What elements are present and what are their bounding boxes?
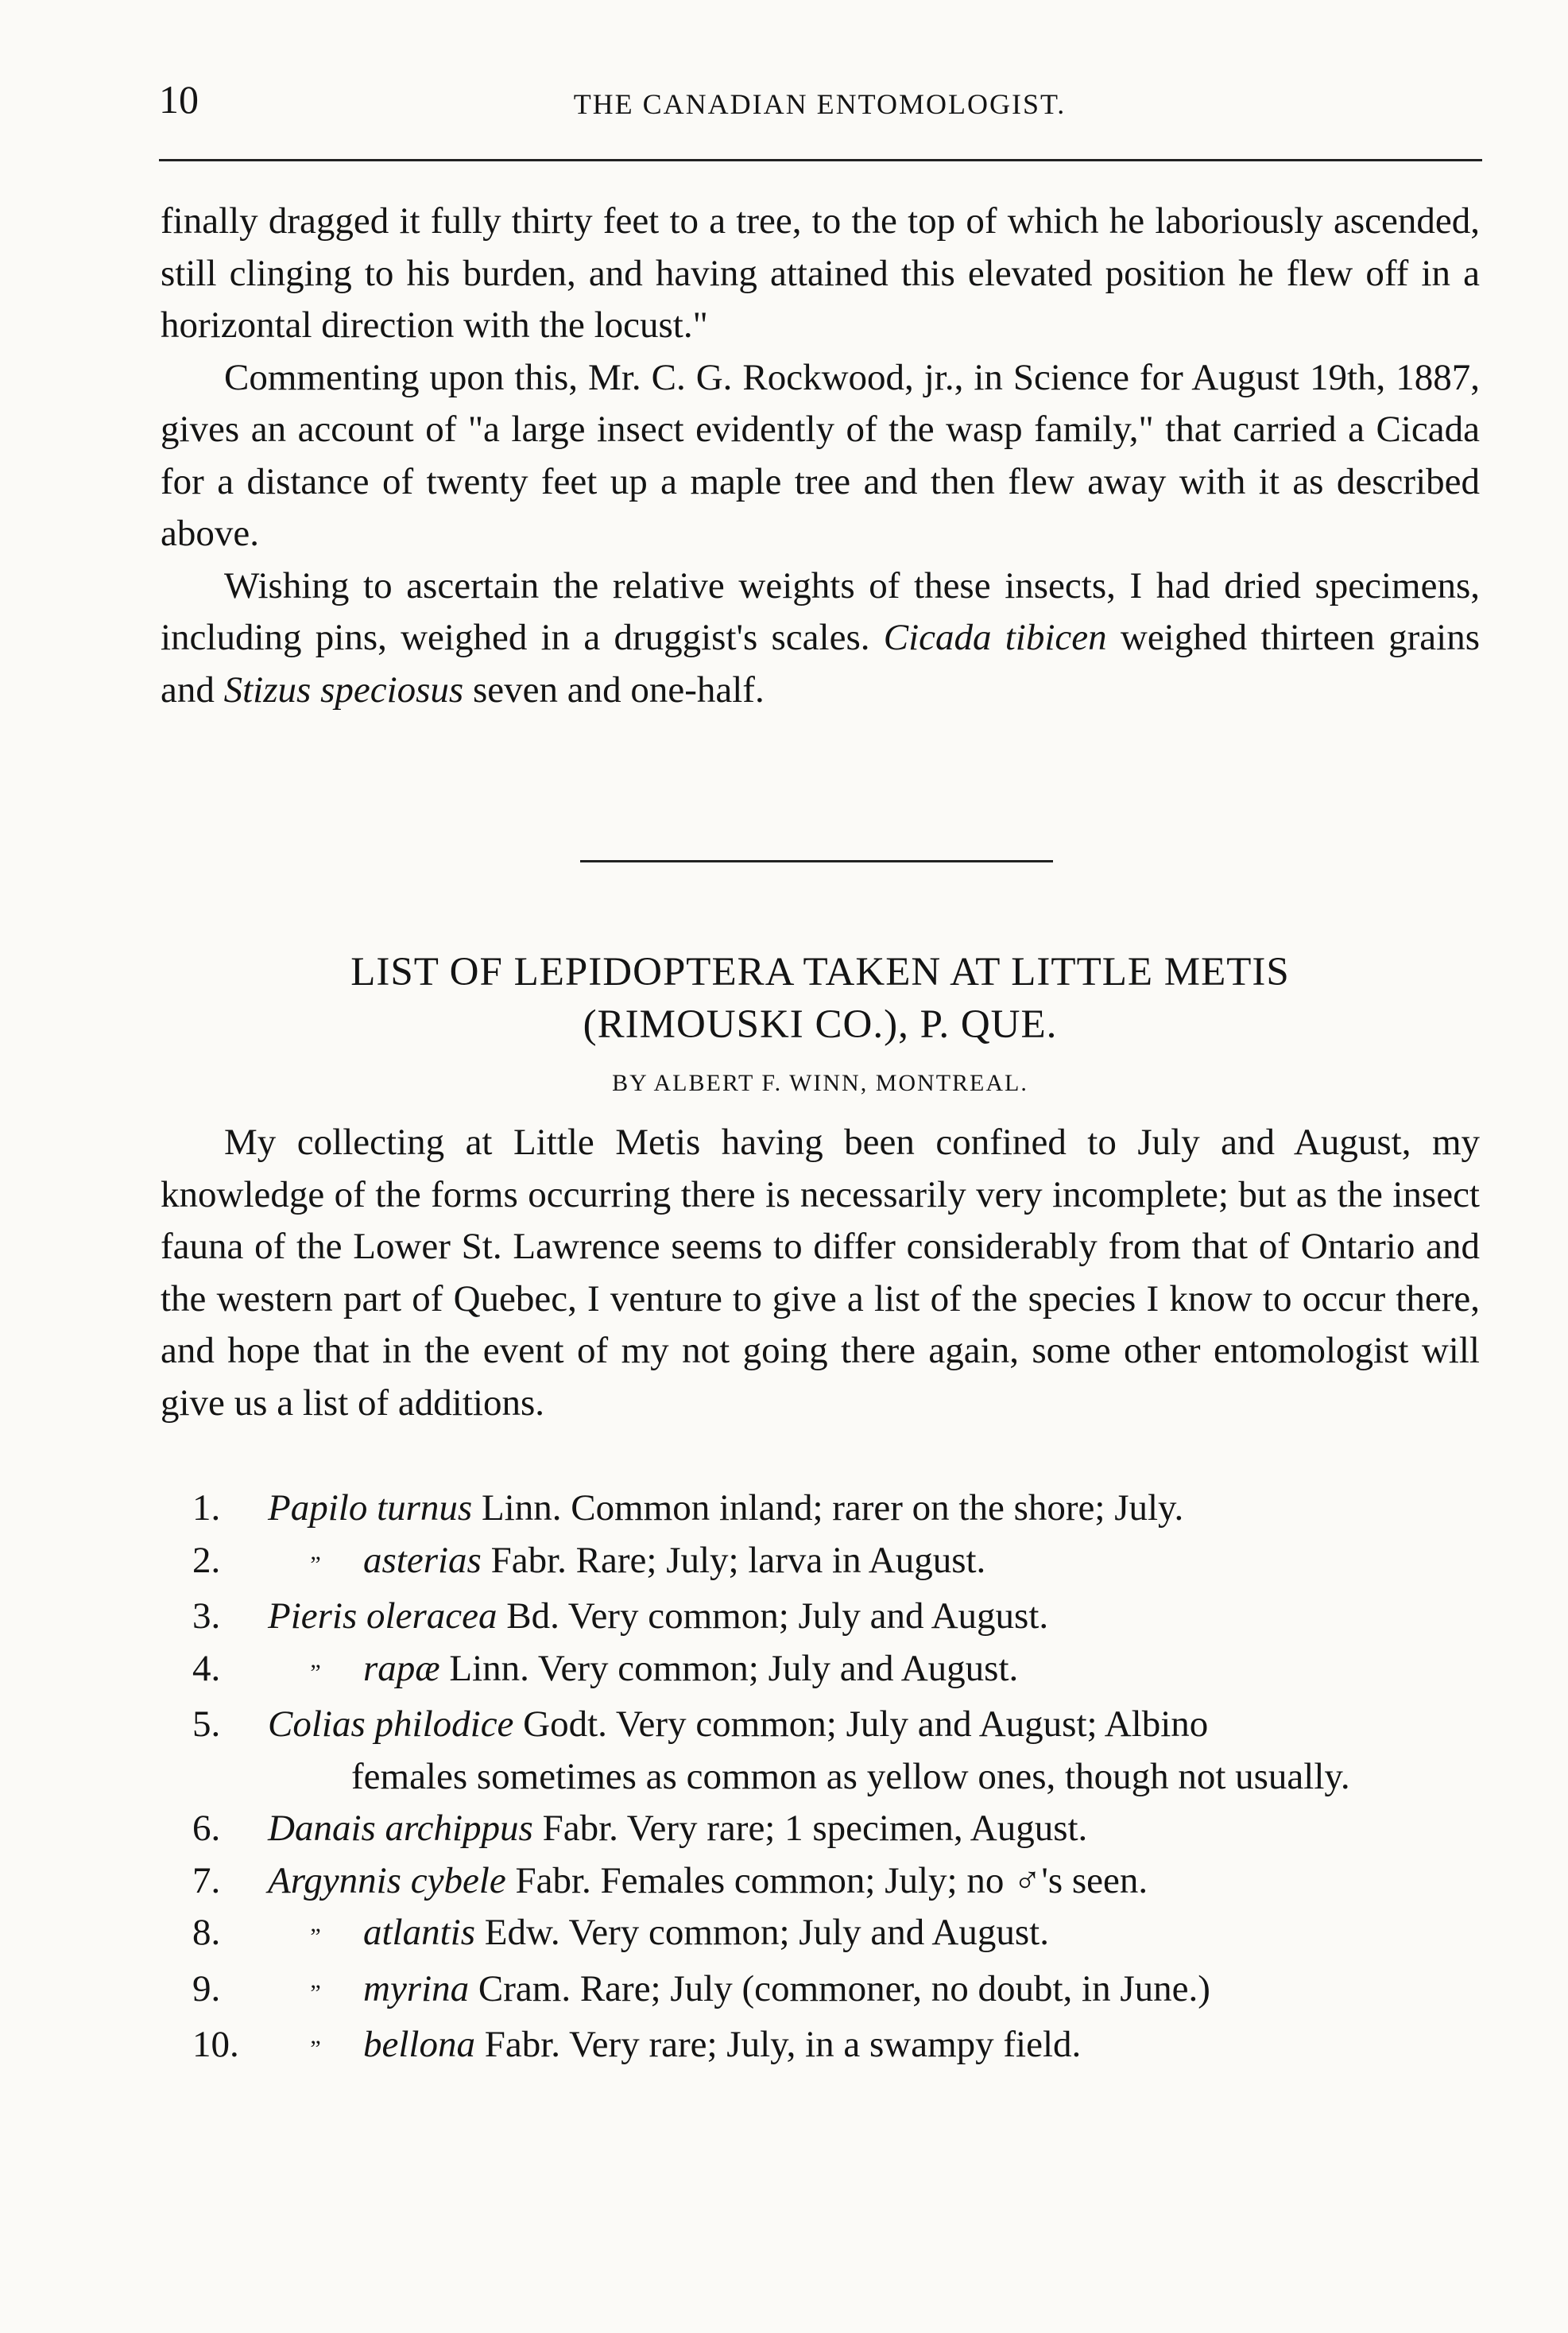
intro-text bbox=[161, 1117, 1480, 1429]
item-note: Very common; July and August. bbox=[537, 1647, 1019, 1689]
author-name: Godt. bbox=[513, 1703, 616, 1745]
author-name: Linn. bbox=[472, 1487, 571, 1529]
running-title: THE CANADIAN ENTOMOLOGIST. bbox=[573, 88, 1067, 120]
species-name: archippus bbox=[385, 1808, 533, 1849]
paragraph: Commenting upon this, Mr. C. G. Rockwood, jr., in Science for August 19th, 1887, gives an account of "a large insect evidently of the wasp family," that carried a Cicada for a distance of twenty feet up a maple tree and then flew away with it as described above. bbox=[161, 356, 1480, 554]
item-note: Very common; July and August. bbox=[568, 1912, 1049, 1953]
paragraph: finally dragged it fully thirty feet to a tree, to the top of which he laboriously ascended, still clinging to his burden, and having attained this elevated position he flew off in a horizontal direction with the locust." bbox=[161, 200, 1480, 346]
item-number: 10. bbox=[192, 2024, 239, 2065]
genus-name: Papilo bbox=[268, 1487, 377, 1529]
genus-name: Colias bbox=[268, 1703, 375, 1745]
species-name: bellona bbox=[363, 2024, 475, 2065]
item-number: 4. bbox=[192, 1647, 221, 1689]
ditto-mark: ” bbox=[310, 1924, 321, 1950]
paragraph: Wishing to ascertain the relative weights of these insects, I had dried specimens, including pins, weighed in a druggist's scales. Cicada tibicen weighed thirteen grains and Stizus speciosus seven and one-half. bbox=[161, 564, 1480, 711]
item-note: Females common; July; no ♂'s seen. bbox=[600, 1859, 1148, 1901]
author-name: Linn. bbox=[439, 1647, 538, 1689]
author-name: Fabr. bbox=[505, 1859, 601, 1901]
item-note-continued: females sometimes as common as yellow ones, though not usually. bbox=[351, 1755, 1350, 1797]
list-item bbox=[161, 1803, 1480, 1855]
item-number: 6. bbox=[192, 1808, 221, 1849]
article-title: LIST OF LEPIDOPTERA TAKEN AT LITTLE METIS (RIMOUSKI CO.), P. QUE. bbox=[350, 950, 1290, 1047]
item-note: Rare; July (commoner, no doubt, in June.) bbox=[579, 1967, 1210, 2009]
species-name: oleracea bbox=[366, 1595, 498, 1637]
list-item bbox=[161, 1963, 1480, 2020]
species-name: atlantis bbox=[363, 1912, 476, 1953]
species-name: Stizus speciosus bbox=[223, 669, 464, 711]
genus-name: Pieris bbox=[268, 1595, 367, 1637]
species-name: myrina bbox=[363, 1967, 470, 2009]
continued-text bbox=[161, 196, 1480, 716]
header-rule bbox=[159, 159, 1482, 161]
genus-name: Argynnis bbox=[268, 1859, 411, 1901]
item-note: Very common; July and August; Albino bbox=[615, 1703, 1209, 1745]
paragraph: My collecting at Little Metis having been confined to July and August, my knowledge of the forms occurring there is necessarily very incomplete; but as the insect fauna of the Lower St. Lawrence seems to differ considerably from that of Ontario and the western part of Quebec, I venture to give a list of the species I know to occur there, and hope that in the event of my not going there again, some other entomologist will give us a list of additions. bbox=[161, 1122, 1480, 1424]
list-item bbox=[161, 1591, 1480, 1643]
species-list bbox=[161, 1482, 1480, 2075]
ditto-mark: ” bbox=[310, 1551, 321, 1578]
author-name: Bd. bbox=[497, 1595, 568, 1637]
species-name: rapæ bbox=[363, 1647, 440, 1689]
author-name: Fabr. bbox=[481, 1539, 576, 1581]
item-note: Very rare; 1 specimen, August. bbox=[626, 1808, 1088, 1849]
item-note: Rare; July; larva in August. bbox=[575, 1539, 986, 1581]
list-item bbox=[161, 1535, 1480, 1591]
item-number: 2. bbox=[192, 1539, 221, 1581]
author-name: Fabr. bbox=[532, 1808, 627, 1849]
item-note: Very rare; July, in a swampy field. bbox=[568, 2024, 1082, 2065]
species-name: Cicada tibicen bbox=[883, 617, 1107, 658]
list-item bbox=[161, 1643, 1480, 1699]
ditto-mark: ” bbox=[310, 2036, 321, 2062]
ditto-mark: ” bbox=[310, 1659, 321, 1686]
author-name: Fabr. bbox=[474, 2024, 569, 2065]
list-item bbox=[161, 1699, 1480, 1803]
species-name: philodice bbox=[374, 1703, 514, 1745]
section-divider bbox=[580, 860, 1053, 862]
list-item bbox=[161, 1482, 1480, 1535]
item-number: 3. bbox=[192, 1595, 221, 1637]
item-number: 9. bbox=[192, 1967, 221, 2009]
species-name: asterias bbox=[363, 1539, 482, 1581]
species-name: turnus bbox=[377, 1487, 473, 1529]
item-note: Very common; July and August. bbox=[567, 1595, 1049, 1637]
ditto-mark: ” bbox=[310, 1979, 321, 2006]
species-name: cybele bbox=[410, 1859, 506, 1901]
page-header bbox=[159, 76, 1481, 132]
author-name: Cram. bbox=[469, 1967, 580, 2009]
author-name: Edw. bbox=[475, 1912, 569, 1953]
list-item bbox=[161, 1855, 1480, 1908]
genus-name: Danais bbox=[268, 1808, 385, 1849]
item-number: 7. bbox=[192, 1859, 221, 1901]
page-number: 10 bbox=[159, 77, 199, 122]
item-number: 8. bbox=[192, 1912, 221, 1953]
list-item bbox=[161, 2019, 1480, 2075]
byline: BY ALBERT F. WINN, MONTREAL. bbox=[612, 1070, 1028, 1096]
item-number: 5. bbox=[192, 1703, 221, 1745]
item-number: 1. bbox=[192, 1487, 221, 1529]
item-note: Common inland; rarer on the shore; July. bbox=[571, 1487, 1184, 1529]
list-item bbox=[161, 1907, 1480, 1963]
